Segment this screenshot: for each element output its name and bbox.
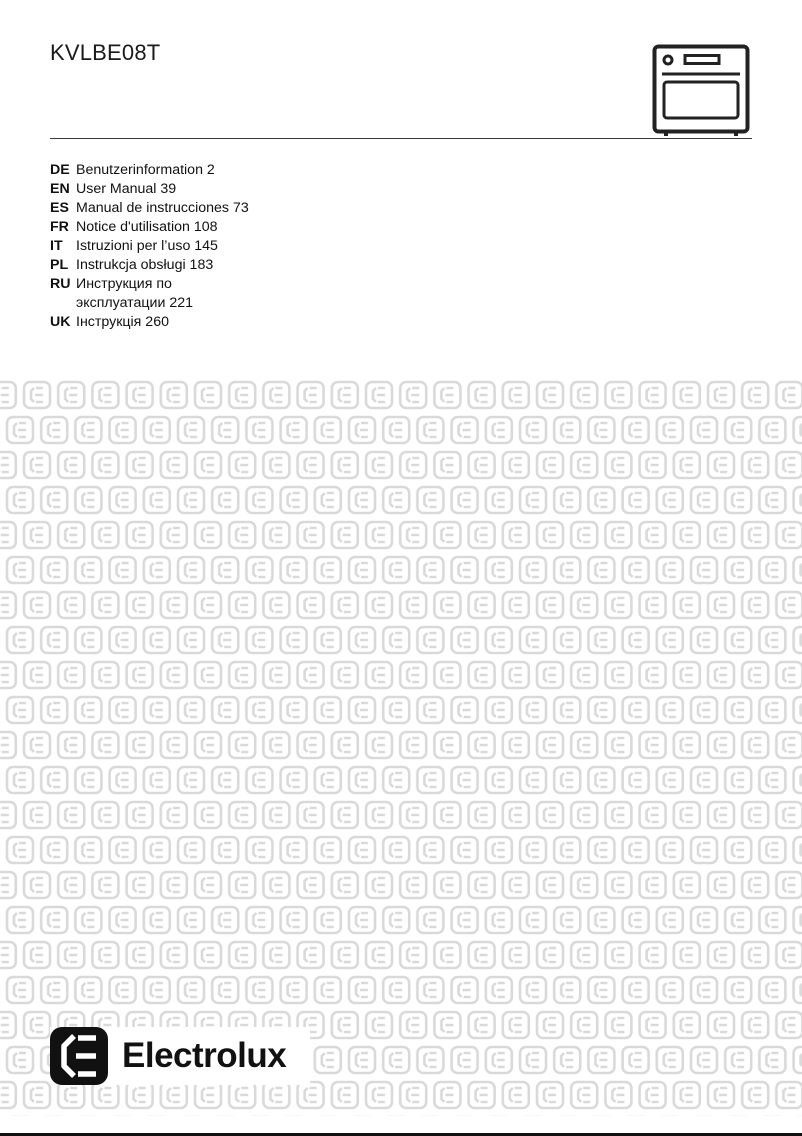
language-code: FR [50, 219, 69, 235]
language-entry: Инструкция по эксплуатации 221 [76, 276, 193, 311]
language-item[interactable] [50, 313, 249, 332]
language-entry: Notice d'utilisation 108 [76, 219, 218, 235]
language-entry: Інструкція 260 [76, 314, 169, 330]
language-item[interactable] [50, 256, 249, 275]
language-code: UK [50, 314, 71, 330]
language-item[interactable] [50, 199, 249, 218]
electrolux-logo-icon [50, 1027, 108, 1085]
model-number: KVLBE08T [50, 40, 161, 65]
language-entry: Instrukcja obsługi 183 [76, 257, 214, 273]
logo-pattern-background [0, 380, 802, 1116]
language-code: RU [50, 276, 71, 292]
language-code: EN [50, 181, 70, 197]
language-code: PL [50, 257, 69, 273]
header-divider [50, 138, 752, 139]
language-item[interactable] [50, 237, 249, 256]
language-item[interactable] [50, 161, 249, 180]
language-item[interactable] [50, 275, 249, 313]
language-item[interactable] [50, 180, 249, 199]
oven-icon [652, 44, 750, 136]
language-entry: Benutzerinformation 2 [76, 162, 215, 178]
language-entry: Manual de instrucciones 73 [76, 200, 249, 216]
brand-logo [50, 1027, 310, 1085]
brand-name: Electrolux [122, 1036, 287, 1075]
language-list [50, 161, 249, 332]
language-item[interactable] [50, 218, 249, 237]
language-entry: Istruzioni per l’uso 145 [76, 238, 218, 254]
language-code: DE [50, 162, 70, 178]
language-entry: User Manual 39 [76, 181, 177, 197]
language-code: ES [50, 200, 69, 216]
language-code: IT [50, 238, 63, 254]
